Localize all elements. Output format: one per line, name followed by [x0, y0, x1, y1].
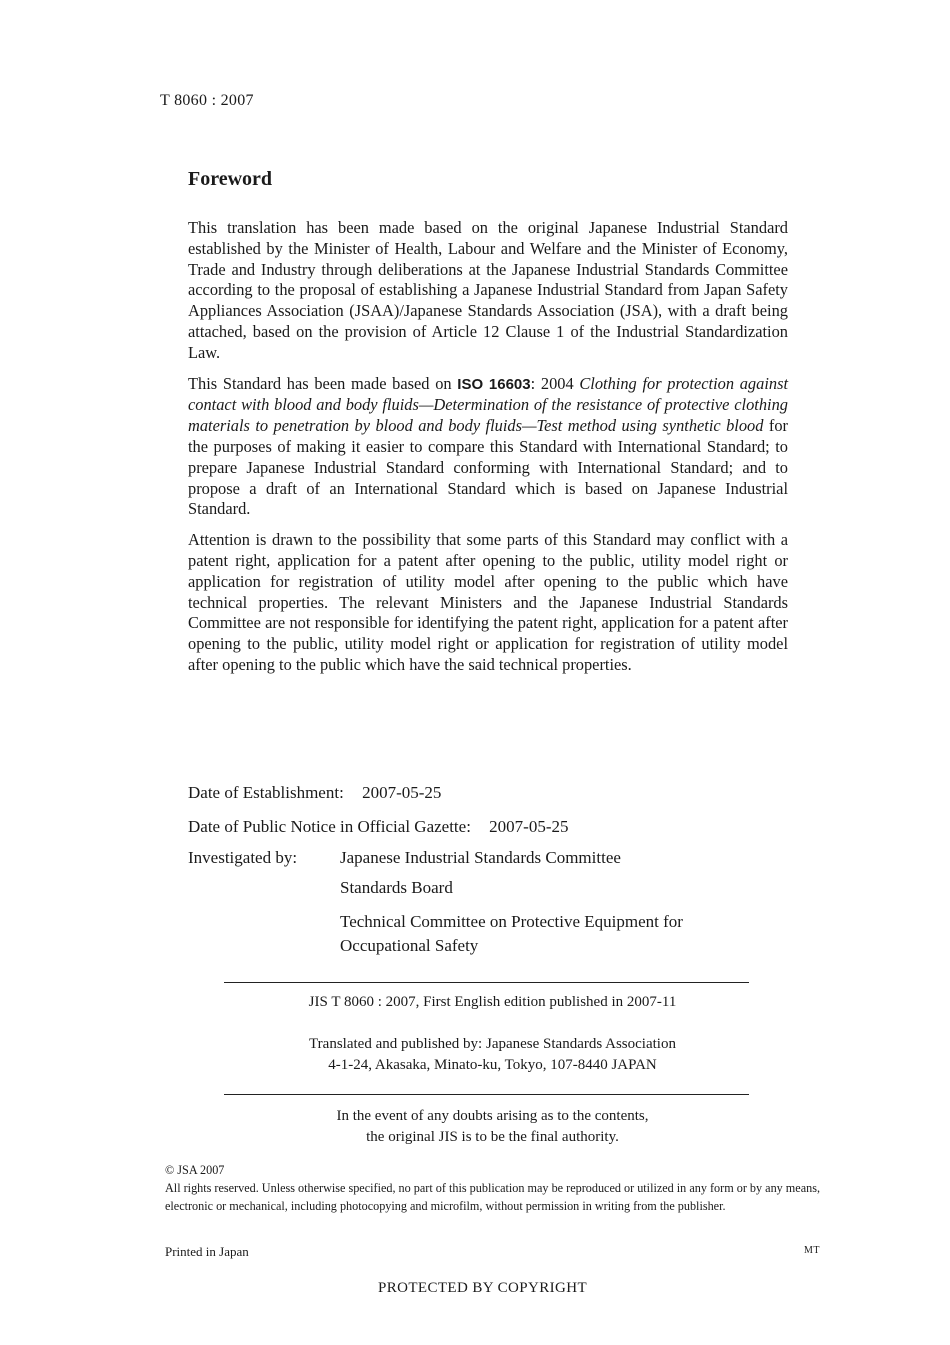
- printed-in: Printed in Japan: [165, 1244, 249, 1259]
- printer-code: MT: [804, 1245, 820, 1256]
- rights-statement: All rights reserved. Unless otherwise specified, no part of this publication may be reproduced or utilized in any form or by any means, electronic or mechanical, including photocopying and microfilm, without permission in writing from the publisher.: [165, 1181, 820, 1213]
- gazette-label: Date of Public Notice in Official Gazette:: [188, 817, 471, 836]
- divider-bottom: [224, 1094, 749, 1095]
- investigated-by: Japanese Industrial Standards Committee: [340, 848, 621, 867]
- para2-post: for the purposes of making it easier to compare this Standard with International Standard; to prepare Japanese Industrial Standard conforming with International Standard; and to propose a draft of an International Standard which is based on Japanese Industrial Standard.: [188, 416, 788, 519]
- page-title: Foreword: [188, 168, 273, 190]
- iso-title: Clothing for protection against contact with blood and body fluids—Determination of the resistance of protective clothing materials to penetration by blood and body fluids—Test method using synthetic blood: [188, 373, 789, 436]
- foreword-body: [188, 218, 788, 686]
- protected-notice: PROTECTED BY COPYRIGHT: [377, 1280, 588, 1296]
- address-line: 4-1-24, Akasaka, Minato-ku, Tokyo, 107-8440 JAPAN: [328, 1057, 657, 1073]
- authority-line-1: In the event of any doubts arising as to the contents,: [336, 1108, 649, 1124]
- para2-pre: This Standard has been made based on: [188, 373, 458, 393]
- copyright-notice: © JSA 2007: [165, 1163, 225, 1177]
- iso-reference: ISO 16603: [457, 375, 531, 393]
- page-header: T 8060 : 2007: [160, 92, 254, 109]
- divider-top: [224, 982, 749, 983]
- technical-committee: Technical Committee on Protective Equipment for Occupational Safety: [340, 912, 683, 955]
- establishment-date: 2007-05-25: [362, 783, 442, 802]
- paragraph-patent: Attention is drawn to the possibility that some parts of this Standard may conflict with a patent right, application for a patent after opening to the public, utility model right or application for registration of utility model after opening to the public which have technical properties. The relevant Ministers and the Japanese Industrial Standards Committee are not responsible for identifying the patent right, application for a patent after opening to the public, utility model right or application for registration of utility model after opening to the public which have the said technical properties.: [188, 530, 788, 674]
- establishment-row: [188, 782, 441, 804]
- edition-line: JIS T 8060 : 2007, First English edition published in 2007-11: [308, 994, 677, 1010]
- gazette-row: [188, 816, 569, 838]
- establishment-label: Date of Establishment:: [188, 783, 344, 802]
- iso-year: : 2004: [530, 373, 580, 393]
- translated-by-line: Translated and published by: Japanese Standards Association: [309, 1036, 676, 1052]
- gazette-date: 2007-05-25: [489, 817, 569, 836]
- standards-board: Standards Board: [340, 878, 453, 897]
- investigated-label: Investigated by:: [188, 848, 298, 867]
- paragraph-based-on: [188, 374, 788, 521]
- paragraph-translation: This translation has been made based on the original Japanese Industrial Standard established by the Minister of Health, Labour and Welfare and the Minister of Economy, Trade and Industry through deliberations at the Japanese Industrial Standards Committee according to the proposal of establishing a Japanese Industrial Standard from Japan Safety Appliances Association (JSAA)/Japanese Standards Association (JSA), with a draft being attached, based on the provision of Article 12 Clause 1 of the Industrial Standardization Law.: [188, 218, 788, 362]
- authority-line-2: the original JIS is to be the final authority.: [366, 1129, 619, 1145]
